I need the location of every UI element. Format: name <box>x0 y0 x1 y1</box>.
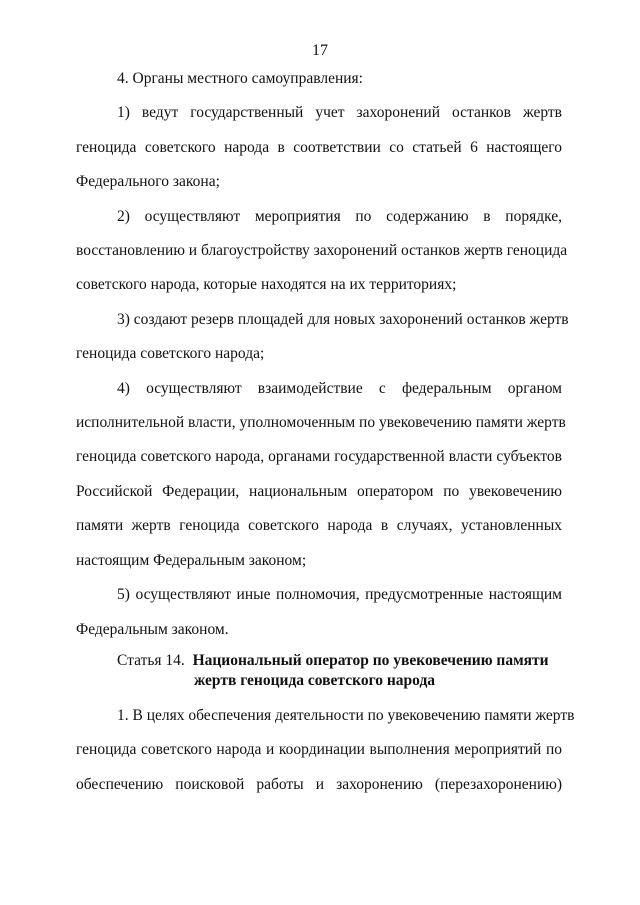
text-line: Федеральным законом. <box>76 620 229 638</box>
text-line: геноцида советского народа в соответствии со статьей 6 настоящего <box>76 138 562 156</box>
section-4-intro <box>76 62 562 96</box>
text-line: 3) создают резерв площадей для новых захоронений останков жертв <box>117 310 569 328</box>
text-line: 2) осуществляют мероприятия по содержанию в порядке, <box>117 207 562 225</box>
article-14-paragraph-1 <box>76 699 575 802</box>
list-item-1 <box>76 96 562 199</box>
list-item-2 <box>76 200 568 303</box>
article-title-line2: жертв геноцида советского народа <box>194 671 436 689</box>
text-line: геноцида советского народа; <box>76 345 265 363</box>
text-line: памяти жертв геноцида советского народа в случаях, установленных <box>76 517 562 535</box>
text-line: 4) осуществляют взаимодействие с федеральным органом <box>117 379 562 397</box>
article-heading <box>76 651 562 691</box>
list-item-5 <box>76 578 562 647</box>
text-line: 5) осуществляют иные полномочия, предусмотренные настоящим <box>117 586 562 604</box>
text-line: исполнительной власти, уполномоченным по увековечению памяти жертв <box>76 414 566 432</box>
text-line: советского народа, которые находятся на их территориях; <box>76 276 457 294</box>
text-line: настоящим Федеральным законом; <box>76 551 307 569</box>
article-label: Статья 14. <box>117 651 185 669</box>
text-line: обеспечению поисковой работы и захоронению (перезахоронению) <box>76 775 562 793</box>
text-line: 1) ведут государственный учет захоронений останков жертв <box>117 104 562 122</box>
page-number: 17 <box>312 42 328 59</box>
text-line: 4. Органы местного самоуправления: <box>117 70 363 87</box>
list-item-4 <box>76 372 566 578</box>
text-line: восстановлению и благоустройству захоронений останков жертв геноцида <box>76 242 568 260</box>
text-line: Федерального закона; <box>76 173 220 191</box>
text-line: Российской Федерации, национальным оператором по увековечению <box>76 482 562 500</box>
list-item-3 <box>76 303 569 372</box>
article-title-line1: Национальный оператор по увековечению памяти <box>192 651 549 669</box>
text-line: 1. В целях обеспечения деятельности по увековечению памяти жертв <box>117 706 575 724</box>
text-line: геноцида советского народа, органами государственной власти субъектов <box>76 448 562 466</box>
text-line: геноцида советского народа и координации выполнения мероприятий по <box>76 741 562 759</box>
document-body <box>76 62 575 802</box>
